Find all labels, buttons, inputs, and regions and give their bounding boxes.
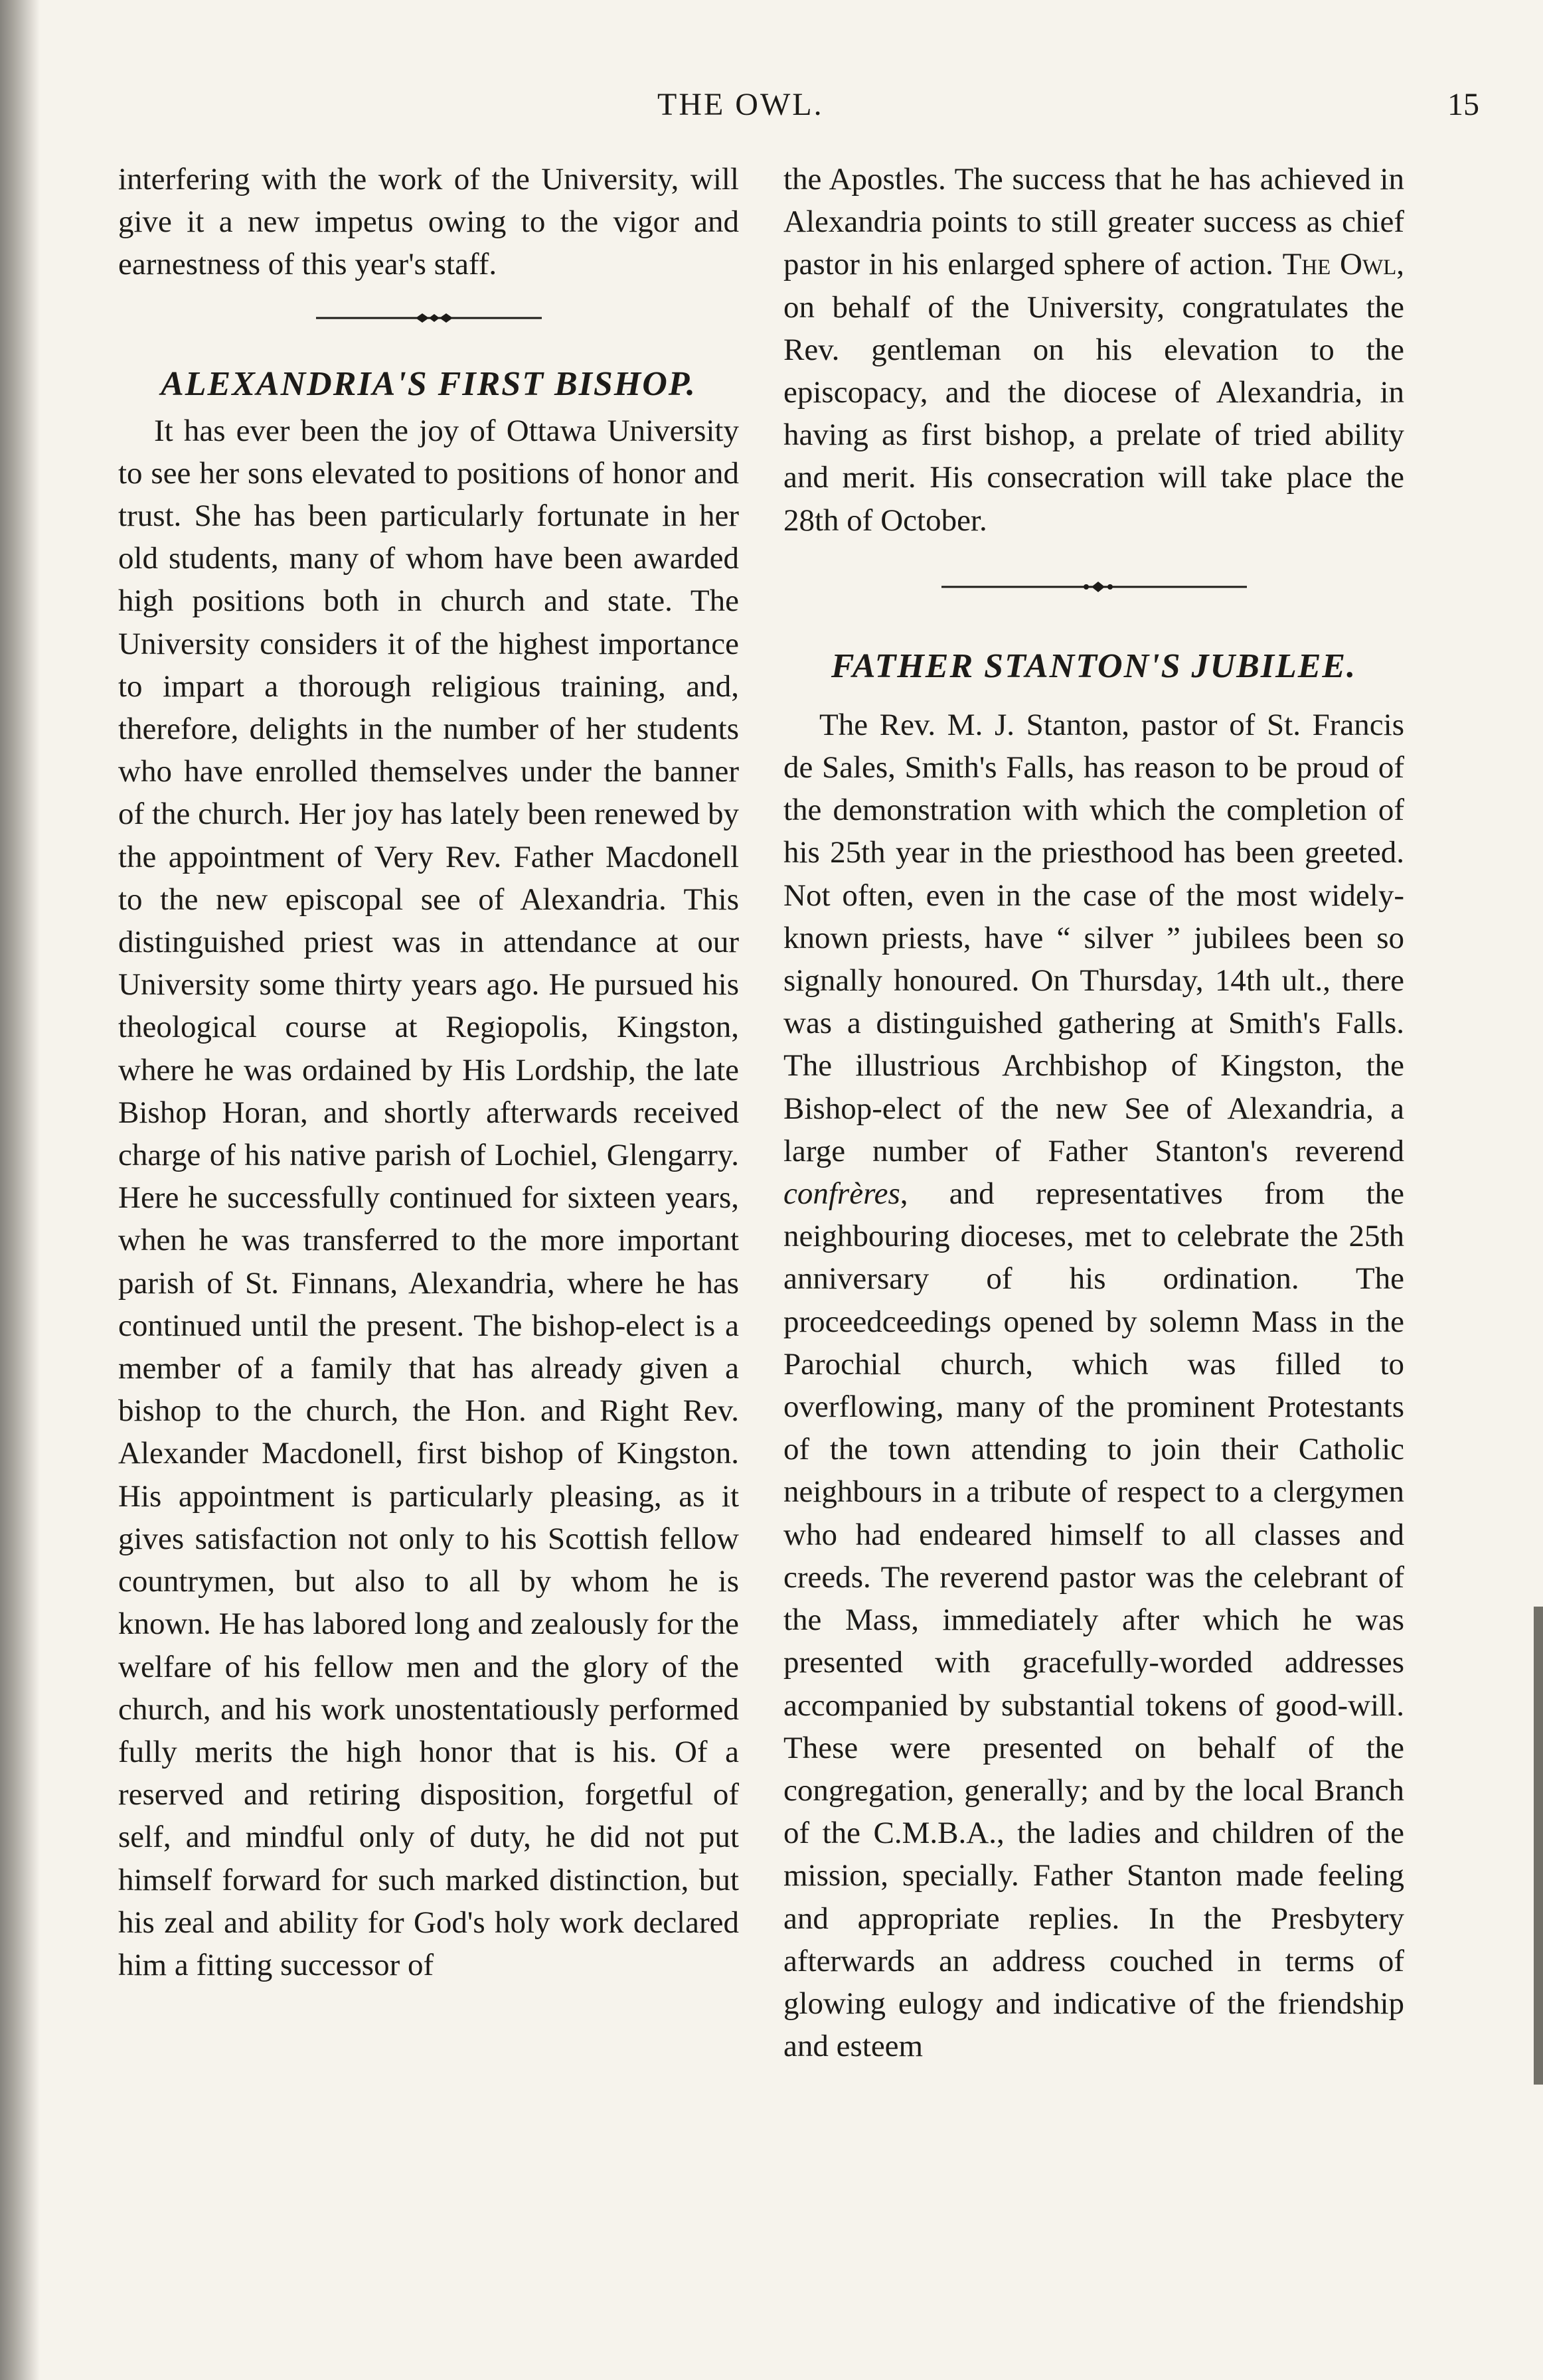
- article-body-alexandria: It has ever been the joy of Ottawa University to see her sons elevated to positions of honor and trust. She has been particularly fortunate in her old students, many of whom have been awarded high positions both in church and state. The University considers it of the highest importance to impart a thorough religious training, and, therefore, delights in the number of her students who have enrolled themselves under the banner of the church. Her joy has lately been renewed by the appointment of Very Rev. Father Macdonell to the new episcopal see of Alexandria. This distinguished priest was in attendance at our University some thirty years ago. He pursued his theological course at Regiopolis, Kingston, where he was ordained by His Lordship, the late Bishop Horan, and shortly afterwards received charge of his native parish of Lochiel, Glengarry. Here he successfully continued for sixteen years, when he was transferred to the more important parish of St. Finnans, Alexandria, where he has continued until the present. The bishop-elect is a member of a family that has already given a bishop to the church, the Hon. and Right Rev. Alexander Macdonell, first bishop of Kingston. His appointment is particularly pleasing, as it gives satisfaction not only to his Scottish fellow countrymen, but also to all by whom he is known. He has labored long and zealously for the welfare of his fellow men and the glory of the church, and his work unostentatiously performed fully merits the high honor that is his. Of a reserved and retiring disposition, forgetful of self, and mindful only of duty, he did not put himself forward for such marked distinction, but his zeal and ability for God's holy work declared him a fitting successor of: [118, 413, 739, 1982]
- continuation-text-before: the Apostles. The success that he has achieved in Alexandria points to still greater success as chief pastor in his enlarged sphere of action.: [783, 162, 1404, 282]
- right-column: [783, 158, 1404, 2336]
- owl-name: The Owl: [1282, 247, 1397, 282]
- section-divider-2: [783, 542, 1404, 641]
- heading-spacer: [783, 692, 1404, 704]
- article-title-alexandria: ALEXANDRIA'S FIRST BISHOP.: [161, 364, 696, 403]
- page-header: [0, 86, 1543, 133]
- ornament-divider-icon: [316, 311, 542, 325]
- page-number: 15: [1447, 87, 1479, 122]
- stanton-text-after: , and representatives from the neighbouring dioceses, met to celebrate the 25th anniversary of his ordination. The proceedceedings opened by solemn Mass in the Parochial church, which was filled to overflowing, many of the prominent Protestants of the town attending to join their Catholic neighbours in a tribute of respect to a clergymen who had endeared himself to all classes and creeds. The reverend pastor was the celebrant of the Mass, immediately after which he was presented with gracefully-worded addresses accompanied by substantial tokens of good-will. These were presented on behalf of the congregation, generally; and by the local Branch of the C.M.B.A., the ladies and children of the mission, specially. Father Stanton made feeling and appropriate replies. In the Presbytery afterwards an address couched in terms of glowing eulogy and indicative of the friendship and esteem: [783, 1176, 1404, 2064]
- ornament-divider-icon: [941, 580, 1247, 594]
- section-divider: [118, 286, 739, 359]
- scan-edge-shadow-left: [0, 0, 40, 2380]
- left-column: [118, 158, 739, 2336]
- italic-word-confreres: confrères: [783, 1176, 900, 1212]
- article-title-stanton: FATHER STANTON'S JUBILEE.: [831, 647, 1357, 685]
- stanton-text-before: The Rev. M. J. Stanton, pastor of St. Francis de Sales, Smith's Falls, has reason to be proud of the demonstration with which the completion of his 25th year in the priesthood has been greeted. Not often, even in the case of the most widely-known priests, have “ silver ” jubilees been so signally honoured. On Thursday, 14th ult., there was a distinguished gathering at Smith's Falls. The illustrious Archbishop of Kingston, the Bishop-elect of the new See of Alexandria, a large number of Father Stanton's reverend: [783, 707, 1404, 1168]
- article-continuation-alexandria: [783, 158, 1404, 542]
- continuation-text-after: , on behalf of the University, congratulates the Rev. gentleman on his elevation to the episcopacy, and the diocese of Alexandria, in having as first bishop, a prelate of tried ability and merit. His consecration will take place the 28th of October.: [783, 247, 1404, 538]
- running-title: THE OWL.: [657, 87, 824, 122]
- intro-paragraph: interfering with the work of the University, will give it a new impetus owing to the vigor and earnestness of this year's staff.: [118, 162, 739, 282]
- article-body-stanton: [783, 704, 1404, 2068]
- scan-edge-mark-right: [1534, 1607, 1543, 2085]
